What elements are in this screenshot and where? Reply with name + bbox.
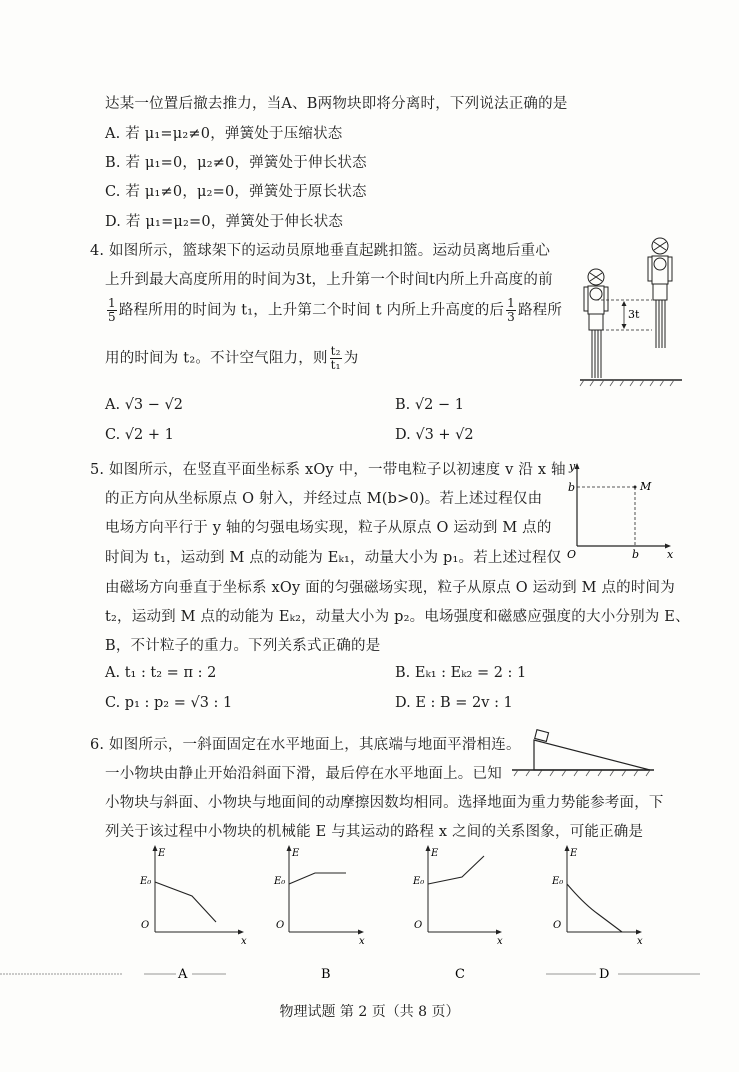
q4-line-4: 用的时间为 t₂。不计空气阻力，则 $\frac{\text{t₂}}{\text{t₁}}$ 为 (105, 344, 359, 372)
q5-line-4: 时间为 t₁，运动到 M 点的动能为 Eₖ₁，动量大小为 p₁。若上述过程仅 (105, 550, 562, 566)
q4-line-1: 4. 如图所示，篮球架下的运动员原地垂直起跳扣篮。运动员离地后重心 (90, 243, 551, 259)
b-x-label: b (632, 548, 640, 560)
graph-c-x-label: x (497, 936, 503, 947)
graph-d-x-label: x (637, 936, 643, 947)
fraction-one-fifth: $\frac{1}{5}$ (108, 296, 116, 324)
graph-a-caption: A (178, 967, 188, 982)
height-label: 3t (628, 308, 640, 321)
q5-option-d: D. E : B = 2v : 1 (395, 695, 513, 711)
x-axis-label: x (667, 548, 674, 560)
q4-option-c: C. √2 + 1 (105, 427, 174, 443)
graph-a-x-label: x (241, 936, 247, 947)
q6-line-4: 列关于该过程中小物块的机械能 E 与其运动的路程 x 之间的关系图象，可能正确是 (105, 824, 644, 840)
q6-incline-figure (508, 726, 658, 778)
graph-b-caption: B (321, 967, 331, 982)
fraction-one-third: $\frac{1}{3}$ (507, 296, 515, 324)
page-footer: 物理试题 第 2 页（共 8 页） (279, 1004, 460, 1020)
q5-figure (563, 458, 675, 560)
origin-label: O (567, 548, 577, 560)
graph-a-y-label: E (158, 848, 166, 859)
q6-line-2: 一小物块由静止开始沿斜面下滑，最后停在水平地面上。已知 (105, 766, 502, 782)
graph-c (412, 845, 503, 947)
q4-line-2: 上升到最大高度所用的时间为3t，上升第一个时间t内所上升高度的前 (105, 272, 553, 288)
q5-line-7: B，不计粒子的重力。下列关系式正确的是 (105, 638, 381, 654)
player-jumping (648, 238, 672, 348)
q5-line-5: 由磁场方向垂直于坐标系 xOy 面的匀强磁场实现，粒子从原点 O 运动到 M 点的时间为 (105, 580, 675, 596)
y-axis-label: y (569, 460, 576, 473)
q4-option-b: B. √2 − 1 (395, 397, 464, 413)
q5-line-3: 电场方向平行于 y 轴的匀强电场实现，粒子从原点 O 运动到 M 点的 (105, 520, 552, 536)
graph-c-caption: C (455, 967, 465, 982)
q6-line-1: 6. 如图所示，一斜面固定在水平地面上，其底端与地面平滑相连。 (90, 737, 521, 753)
graph-b-y-label: E (292, 848, 300, 859)
graph-d (551, 845, 643, 947)
graph-d-origin-label: O (553, 920, 562, 931)
q5-line-1: 5. 如图所示，在竖直平面坐标系 xOy 中，一带电粒子以初速度 v 沿 x 轴 (90, 462, 566, 478)
q5-option-c: C. p₁ : p₂ = √3 : 1 (105, 695, 233, 711)
graph-d-e0-label: E₀ (552, 876, 564, 887)
q3-option-b: B. 若 μ₁=0，μ₂≠0，弹簧处于伸长状态 (105, 155, 367, 171)
fraction-t2-t1: $\frac{\text{t₂}}{\text{t₁}}$ (330, 344, 341, 372)
q3-option-a: A. 若 μ₁=μ₂≠0，弹簧处于压缩状态 (105, 126, 343, 142)
graph-d-caption: D (599, 967, 610, 982)
q6-graphs (0, 838, 739, 988)
graph-b-e0-label: E₀ (274, 876, 286, 887)
player-standing (584, 269, 608, 378)
block (535, 730, 549, 742)
graph-b-origin-label: O (276, 920, 285, 931)
graph-c-y-label: E (431, 848, 439, 859)
graph-b-x-label: x (359, 936, 365, 947)
graph-a-origin-label: O (141, 920, 150, 931)
q5-option-b: B. Eₖ₁ : Eₖ₂ = 2 : 1 (395, 665, 527, 681)
graph-c-origin-label: O (414, 920, 423, 931)
graph-c-e0-label: E₀ (413, 876, 425, 887)
graph-a-e0-label: E₀ (140, 876, 152, 887)
q6-line-3: 小物块与斜面、小物块与地面间的动摩擦因数均相同。选择地面为重力势能参考面，下 (105, 795, 664, 811)
q5-line-2: 的正方向从坐标原点 O 射入，并经过点 M(b>0)。若上述过程仅由 (105, 491, 543, 507)
graph-d-y-label: E (570, 848, 578, 859)
b-y-label: b (568, 481, 576, 494)
q3-intro: 达某一位置后撤去推力，当A、B两物块即将分离时，下列说法正确的是 (105, 96, 568, 112)
q4-figure (576, 232, 684, 388)
q3-option-c: C. 若 μ₁≠0，μ₂=0，弹簧处于原长状态 (105, 184, 367, 200)
q3-option-d: D. 若 μ₁=μ₂=0，弹簧处于伸长状态 (105, 214, 344, 230)
point-m-label: M (640, 480, 652, 493)
q4-line-3: $\frac{1}{5}$ 路程所用的时间为 t₁，上升第二个时间 t 内所上升高度的后 $\frac{1}{3}$ 路程所 (108, 296, 563, 324)
q5-option-a: A. t₁ : t₂ = π : 2 (105, 665, 217, 681)
q4-option-a: A. √3 − √2 (105, 397, 183, 413)
graph-a (139, 845, 247, 947)
q4-option-d: D. √3 + √2 (395, 427, 474, 443)
graph-b (273, 845, 365, 947)
q5-line-6: t₂，运动到 M 点的动能为 Eₖ₂，动量大小为 p₂。电场强度和磁感应强度的大小分别为 E、 (105, 609, 690, 625)
